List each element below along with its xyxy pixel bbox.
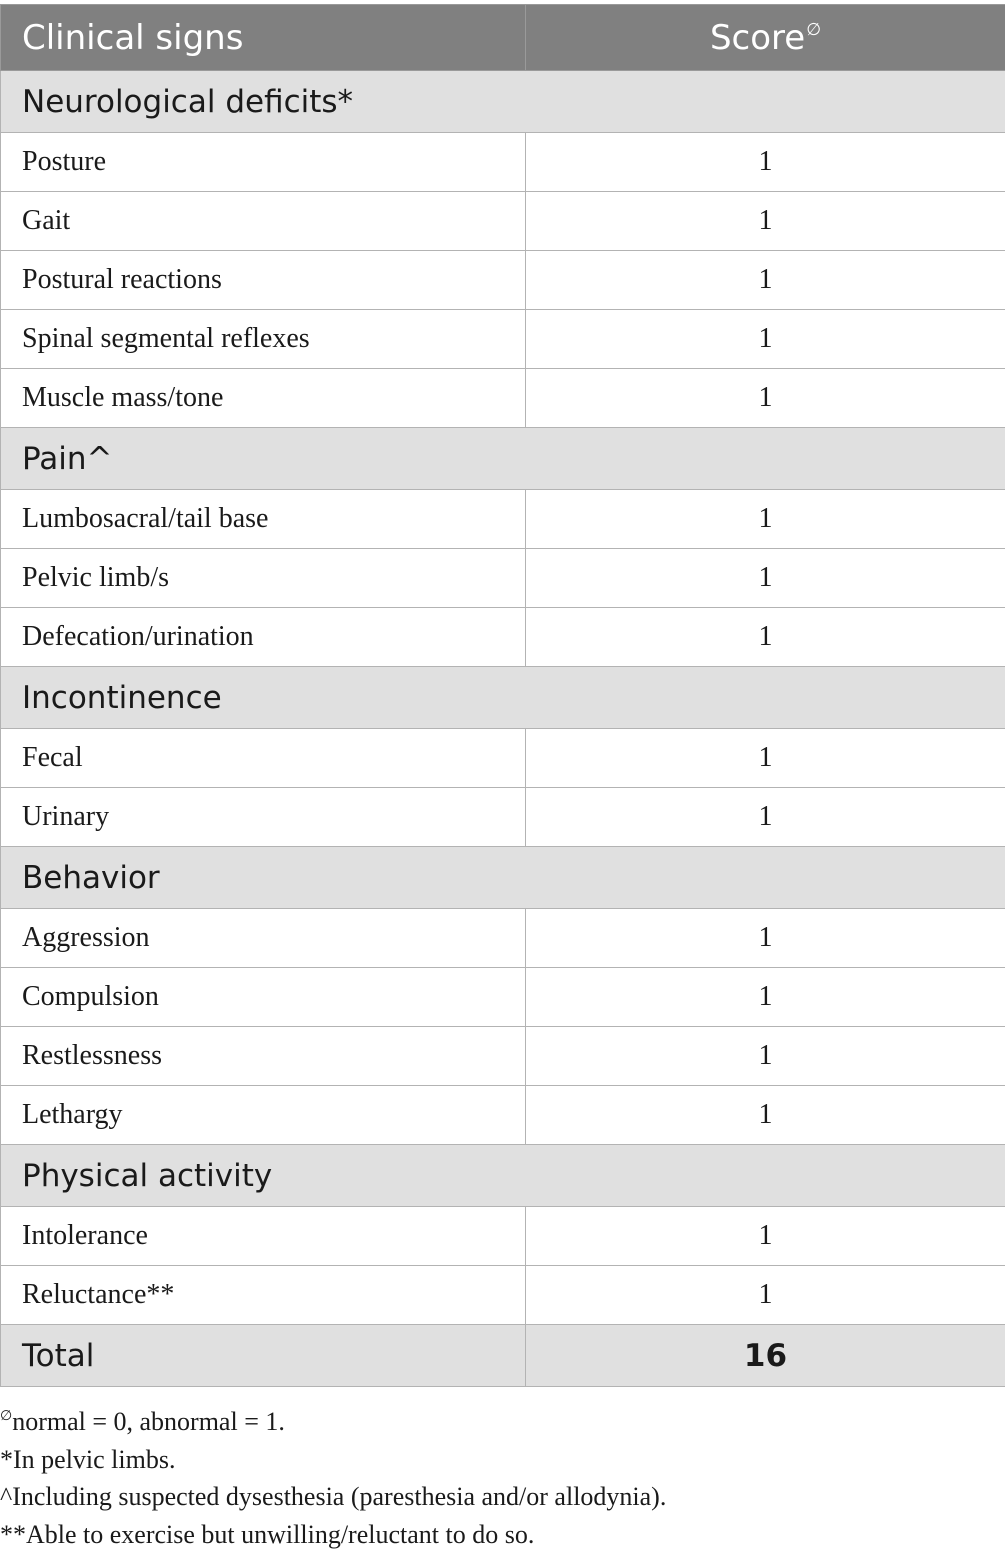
sign-score: 1 (526, 788, 1005, 847)
footnote-pain: ^Including suspected dysesthesia (paresthesia and/or allodynia). (0, 1478, 666, 1516)
sign-score: 1 (526, 490, 1005, 549)
sign-label: Fecal (1, 729, 526, 788)
sign-score: 1 (526, 369, 1005, 428)
footnote-reluctance: **Able to exercise but unwilling/reluctant to do so. (0, 1516, 666, 1553)
table-row (1, 1027, 1005, 1086)
sign-label: Reluctance** (1, 1266, 526, 1325)
table-row (1, 909, 1005, 968)
footnote-score (0, 1398, 666, 1441)
sign-label: Postural reactions (1, 251, 526, 310)
sign-score: 1 (526, 909, 1005, 968)
sign-score: 1 (526, 968, 1005, 1027)
sign-score: 1 (526, 608, 1005, 667)
sign-score: 1 (526, 1027, 1005, 1086)
section-header-row (1, 1145, 1005, 1207)
sign-score: 1 (526, 133, 1005, 192)
table-row (1, 1266, 1005, 1325)
footnote-score-text: normal = 0, abnormal = 1. (12, 1407, 285, 1436)
sign-score: 1 (526, 1207, 1005, 1266)
sign-score: 1 (526, 729, 1005, 788)
footnote-pelvic: *In pelvic limbs. (0, 1441, 666, 1479)
table-row (1, 251, 1005, 310)
total-label: Total (1, 1325, 526, 1387)
table-row (1, 608, 1005, 667)
sign-label: Pelvic limb/s (1, 549, 526, 608)
section-title: Neurological deficits* (1, 71, 1005, 133)
sign-label: Urinary (1, 788, 526, 847)
table-row (1, 729, 1005, 788)
sign-label: Spinal segmental reflexes (1, 310, 526, 369)
sign-label: Lethargy (1, 1086, 526, 1145)
sign-label: Aggression (1, 909, 526, 968)
clinical-signs-table (0, 4, 1005, 1387)
section-header-row (1, 428, 1005, 490)
table-row (1, 1086, 1005, 1145)
footnote-empty-set-mark: ∅ (0, 1409, 12, 1424)
section-title: Behavior (1, 847, 1005, 909)
total-row (1, 1325, 1005, 1387)
sign-label: Lumbosacral/tail base (1, 490, 526, 549)
header-score-label: Score (710, 18, 805, 58)
footnotes (0, 1398, 666, 1553)
sign-label: Compulsion (1, 968, 526, 1027)
table-row (1, 133, 1005, 192)
section-header-row (1, 847, 1005, 909)
header-score (526, 5, 1005, 71)
sign-score: 1 (526, 1086, 1005, 1145)
section-title: Incontinence (1, 667, 1005, 729)
table-row (1, 192, 1005, 251)
table-row (1, 1207, 1005, 1266)
sign-score: 1 (526, 192, 1005, 251)
sign-label: Intolerance (1, 1207, 526, 1266)
sign-label: Gait (1, 192, 526, 251)
section-title: Pain^ (1, 428, 1005, 490)
sign-label: Posture (1, 133, 526, 192)
section-header-row (1, 667, 1005, 729)
sign-label: Restlessness (1, 1027, 526, 1086)
empty-set-mark: ∅ (806, 20, 821, 40)
sign-score: 1 (526, 549, 1005, 608)
section-title: Physical activity (1, 1145, 1005, 1207)
table-header-row (1, 5, 1005, 71)
sign-score: 1 (526, 310, 1005, 369)
table-body (1, 71, 1005, 1387)
table-row (1, 968, 1005, 1027)
sign-label: Muscle mass/tone (1, 369, 526, 428)
sign-score: 1 (526, 251, 1005, 310)
sign-label: Defecation/urination (1, 608, 526, 667)
table-row (1, 490, 1005, 549)
sign-score: 1 (526, 1266, 1005, 1325)
table-row (1, 310, 1005, 369)
header-clinical-signs: Clinical signs (1, 5, 526, 71)
table-row (1, 788, 1005, 847)
section-header-row (1, 71, 1005, 133)
table-row (1, 549, 1005, 608)
total-score: 16 (526, 1325, 1005, 1387)
table-row (1, 369, 1005, 428)
